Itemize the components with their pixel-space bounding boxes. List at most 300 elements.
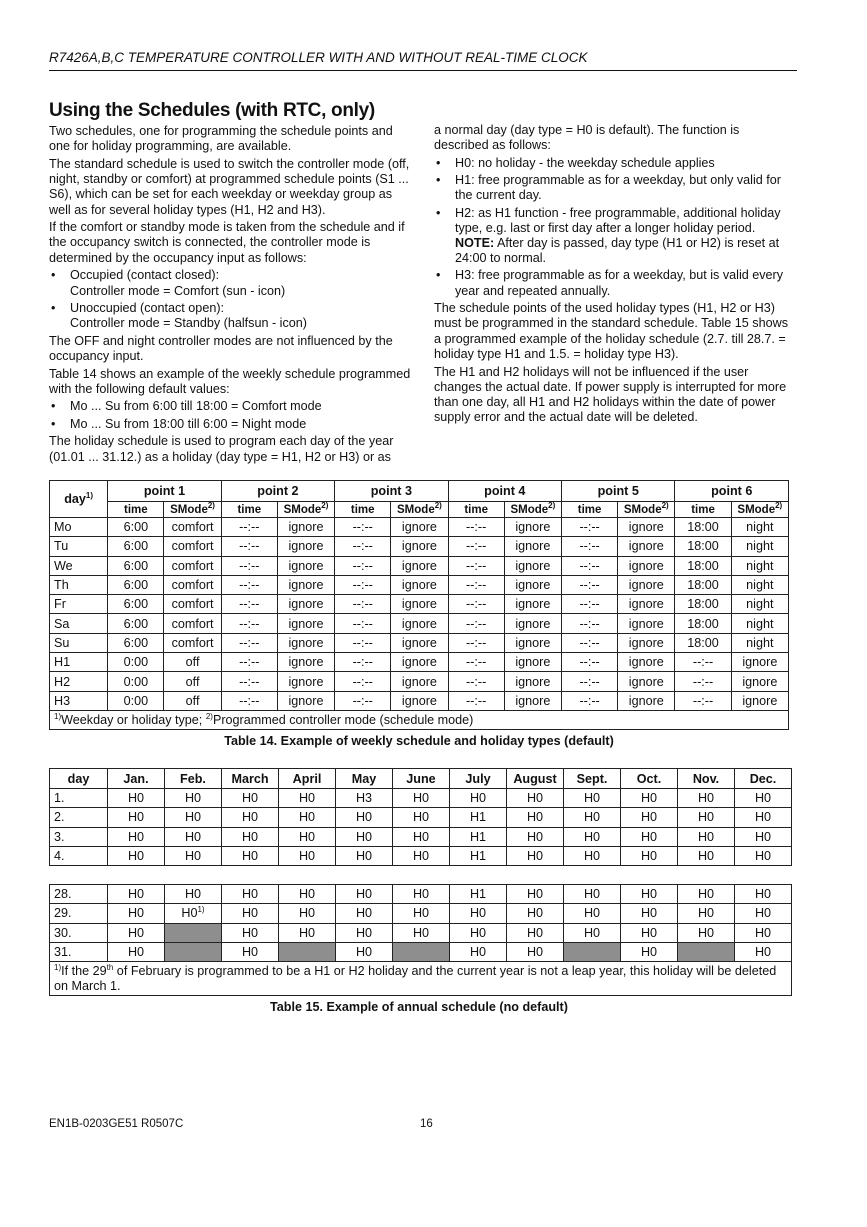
table-cell: --:-- [448, 614, 504, 633]
table-cell: ignore [391, 614, 448, 633]
table-cell: ignore [391, 518, 448, 537]
list-item: • H0: no holiday - the weekday schedule applies [434, 156, 796, 171]
table-cell: H0 [735, 789, 792, 808]
month-header: Feb. [165, 769, 222, 789]
table-cell: --:-- [675, 691, 731, 710]
table-cell: --:-- [561, 691, 617, 710]
table-cell: H0 [564, 904, 621, 923]
list-item: • Mo ... Su from 6:00 till 18:00 = Comfort mode [49, 399, 411, 414]
table-cell: ignore [504, 518, 561, 537]
table-cell: --:-- [561, 672, 617, 691]
header-rule [49, 70, 797, 71]
paragraph: If the comfort or standby mode is taken from the schedule and if the occupancy switch is connected, the controller mode is determined by the occupancy input as follows: [49, 220, 405, 265]
table-cell: --:-- [221, 672, 277, 691]
table-cell: --:-- [561, 537, 617, 556]
table-cell: night [731, 614, 788, 633]
table-cell: H0 [678, 846, 735, 865]
nonexistent-day-cell [564, 942, 621, 961]
table-cell: Tu [50, 537, 108, 556]
table-cell: 18:00 [675, 537, 731, 556]
table-cell: ignore [277, 691, 334, 710]
table-cell: --:-- [221, 537, 277, 556]
table-cell: comfort [164, 633, 221, 652]
table-cell: Mo [50, 518, 108, 537]
table-cell: --:-- [561, 575, 617, 594]
table-row [50, 885, 792, 904]
table-cell: ignore [504, 633, 561, 652]
table-cell: night [731, 537, 788, 556]
table-cell: H0 [393, 789, 450, 808]
table-cell: H0 [678, 808, 735, 827]
point-header: point 1 [108, 481, 221, 502]
table-cell: 30. [50, 923, 108, 942]
table-cell: H0 [507, 827, 564, 846]
table-cell: H0 [735, 942, 792, 961]
table-cell: ignore [391, 595, 448, 614]
table-cell: --:-- [448, 556, 504, 575]
table-cell: H0 [279, 789, 336, 808]
table-cell: ignore [618, 614, 675, 633]
table-cell: ignore [618, 672, 675, 691]
table-cell: 4. [50, 846, 108, 865]
day-type-list [434, 156, 796, 299]
table-cell: --:-- [221, 633, 277, 652]
table-cell: 0:00 [108, 672, 164, 691]
table-cell: We [50, 556, 108, 575]
table-cell: H0 [165, 789, 222, 808]
table-cell: night [731, 575, 788, 594]
month-header: August [507, 769, 564, 789]
table-cell: 6:00 [108, 556, 164, 575]
table-cell: --:-- [675, 653, 731, 672]
table-cell: H0 [222, 885, 279, 904]
table-cell: H0 [450, 923, 507, 942]
nonexistent-day-cell [393, 942, 450, 961]
table-cell: ignore [731, 653, 788, 672]
smode-header: SMode$^{2)}$ [731, 502, 788, 518]
table-cell: comfort [164, 518, 221, 537]
table-cell: --:-- [221, 556, 277, 575]
month-header: Oct. [621, 769, 678, 789]
table-row [50, 633, 789, 652]
table-cell: comfort [164, 537, 221, 556]
table-cell: H0 [222, 904, 279, 923]
table-cell: ignore [504, 653, 561, 672]
table-cell: H0 [108, 846, 165, 865]
month-header: June [393, 769, 450, 789]
table-row [50, 923, 792, 942]
table-cell: ignore [504, 575, 561, 594]
table-cell: ignore [618, 633, 675, 652]
table-cell: H0 [507, 885, 564, 904]
table-cell: H0 [621, 808, 678, 827]
table-cell: 0:00 [108, 653, 164, 672]
day-header: day$^{1)}$ [50, 481, 108, 518]
table-cell: off [164, 672, 221, 691]
table-cell: H0 [507, 904, 564, 923]
right-column [434, 123, 796, 428]
table-cell: H0 [222, 942, 279, 961]
table-cell: H0 [279, 885, 336, 904]
table-cell: --:-- [561, 556, 617, 575]
time-header: time [221, 502, 277, 518]
table-cell: off [164, 653, 221, 672]
table-cell: --:-- [448, 653, 504, 672]
time-header: time [448, 502, 504, 518]
table-cell: ignore [277, 672, 334, 691]
table-cell: H0 [108, 904, 165, 923]
table-cell: --:-- [448, 518, 504, 537]
table-cell: --:-- [335, 595, 391, 614]
note-label: NOTE: [455, 235, 495, 250]
table-cell: H0 [165, 827, 222, 846]
table-cell: ignore [277, 614, 334, 633]
table-cell: H0 [564, 923, 621, 942]
table-cell: --:-- [448, 691, 504, 710]
table-cell: comfort [164, 614, 221, 633]
table-cell: H0 [678, 923, 735, 942]
table-cell: H0 [336, 904, 393, 923]
table-footnote: $^{1)}$If the 29th of February is programmed to be a H1 or H2 holiday and the current year is not a leap year, this holiday will be deleted on March 1. [50, 962, 792, 996]
paragraph: The schedule points of the used holiday types (H1, H2 or H3) must be programmed in the standard schedule. Table 15 shows a programmed example of the holiday schedule (2.7. till 28.7. = holiday type H1 and 1.5. = holiday type H3). [434, 301, 788, 361]
table-cell: ignore [277, 653, 334, 672]
table-cell: H0 [336, 885, 393, 904]
month-header: Nov. [678, 769, 735, 789]
table-cell: ignore [618, 595, 675, 614]
nonexistent-day-cell [165, 942, 222, 961]
table-cell: ignore [504, 595, 561, 614]
table-cell: ignore [504, 691, 561, 710]
table-cell: 6:00 [108, 518, 164, 537]
table-cell: H0 [393, 827, 450, 846]
table-cell: H0 [735, 846, 792, 865]
table-cell: ignore [618, 653, 675, 672]
table-cell: ignore [277, 575, 334, 594]
table-cell: --:-- [335, 518, 391, 537]
table-row [50, 556, 789, 575]
table-cell: ignore [504, 614, 561, 633]
table-cell: --:-- [335, 653, 391, 672]
table-cell: 18:00 [675, 575, 731, 594]
table-cell: 3. [50, 827, 108, 846]
point-header: point 4 [448, 481, 561, 502]
table-cell: 18:00 [675, 614, 731, 633]
table-cell: ignore [731, 672, 788, 691]
table-row [50, 808, 792, 827]
table-cell: ignore [391, 672, 448, 691]
table-cell: --:-- [221, 653, 277, 672]
time-header: time [108, 502, 164, 518]
table-cell: 28. [50, 885, 108, 904]
table-cell: H0 [393, 808, 450, 827]
table-cell: H0 [621, 827, 678, 846]
list-item: • H2: as H1 function - free programmable, additional holiday type, e.g. last or first day after a longer holiday period. NOTE: After day is passed, day type (H1 or H2) is reset at 24:00 to normal. [434, 206, 796, 267]
table-cell: --:-- [448, 595, 504, 614]
table-cell: H0 [336, 808, 393, 827]
smode-header: SMode$^{2)}$ [618, 502, 675, 518]
left-column [49, 124, 411, 467]
table-cell: ignore [277, 633, 334, 652]
month-header: Sept. [564, 769, 621, 789]
table-cell: --:-- [335, 556, 391, 575]
table-cell: H0 [222, 808, 279, 827]
table-cell: ignore [277, 518, 334, 537]
table-cell: --:-- [561, 653, 617, 672]
table-cell: ignore [277, 556, 334, 575]
table-cell: H0 [450, 904, 507, 923]
table-cell: H0 [507, 789, 564, 808]
table-cell: H1 [450, 846, 507, 865]
table-cell: H0 [678, 789, 735, 808]
table-cell: H0 [279, 904, 336, 923]
table-cell: H0 [165, 846, 222, 865]
table-cell: --:-- [335, 614, 391, 633]
table-cell: H0 [735, 885, 792, 904]
annual-schedule-table-top [49, 768, 792, 866]
table-cell: H1 [50, 653, 108, 672]
table-cell: H0 [108, 923, 165, 942]
table-cell: H0 [678, 827, 735, 846]
list-item: • H3: free programmable as for a weekday, but is valid every year and repeated annually. [434, 268, 796, 298]
smode-header: SMode$^{2)}$ [391, 502, 448, 518]
table-cell: H0 [279, 846, 336, 865]
table-cell: --:-- [561, 595, 617, 614]
paragraph: Two schedules, one for programming the schedule points and one for holiday programming, are available. [49, 124, 393, 154]
table-cell: ignore [391, 575, 448, 594]
table-cell: Su [50, 633, 108, 652]
table-cell: --:-- [335, 691, 391, 710]
table-cell: 6:00 [108, 614, 164, 633]
table-cell: H0 [621, 885, 678, 904]
table-cell: ignore [391, 653, 448, 672]
table-cell: 0:00 [108, 691, 164, 710]
table-cell: H0 [108, 885, 165, 904]
nonexistent-day-cell [165, 923, 222, 942]
table-cell: ignore [618, 575, 675, 594]
list-item: • Mo ... Su from 18:00 till 6:00 = Night mode [49, 417, 411, 432]
table-cell: 18:00 [675, 633, 731, 652]
table-cell: H0 [336, 827, 393, 846]
table-cell: H0 [222, 923, 279, 942]
list-item: • H1: free programmable as for a weekday, but only valid for the current day. [434, 173, 796, 203]
table-cell: H1 [450, 885, 507, 904]
default-values-list [49, 399, 411, 431]
point-header: point 5 [561, 481, 674, 502]
table-cell: --:-- [448, 672, 504, 691]
table-cell: H0 [393, 904, 450, 923]
table-cell: --:-- [221, 691, 277, 710]
table-cell: ignore [277, 537, 334, 556]
table-cell: H0 [108, 827, 165, 846]
table-cell: --:-- [335, 633, 391, 652]
table-row [50, 653, 789, 672]
table-cell: 6:00 [108, 633, 164, 652]
table-cell: H0 [279, 923, 336, 942]
table-cell: H0 [678, 885, 735, 904]
table-row [50, 537, 789, 556]
table-cell: H0 [450, 789, 507, 808]
page-header: R7426A,B,C TEMPERATURE CONTROLLER WITH AND WITHOUT REAL-TIME CLOCK [49, 50, 588, 65]
table-cell: H0 [564, 789, 621, 808]
table-cell: H0 [393, 885, 450, 904]
month-header: April [279, 769, 336, 789]
table-cell: ignore [504, 537, 561, 556]
paragraph: The standard schedule is used to switch the controller mode (off, night, standby or comfort) at programmed schedule points (S1 ... S6), which can be set for each weekday or weekday group as well as for several holiday types (H1, H2 and H3). [49, 156, 410, 217]
time-header: time [335, 502, 391, 518]
table-cell: 6:00 [108, 537, 164, 556]
table-cell: H0 [336, 846, 393, 865]
document-code: EN1B-0203GE51 R0507C [49, 1118, 184, 1130]
table-cell: H0 [735, 808, 792, 827]
table-cell: H3 [336, 789, 393, 808]
table-cell: 6:00 [108, 575, 164, 594]
table-cell: H0 [279, 808, 336, 827]
point-header: point 6 [675, 481, 789, 502]
table-cell: ignore [391, 537, 448, 556]
table-cell: H0 [564, 885, 621, 904]
point-header: point 2 [221, 481, 334, 502]
table-cell: 6:00 [108, 595, 164, 614]
table-cell: H0 [678, 904, 735, 923]
table-cell: H0 [621, 789, 678, 808]
table-cell: H0 [108, 942, 165, 961]
table-cell: H0 [279, 827, 336, 846]
table-cell: H0 [507, 808, 564, 827]
table-footnote: $^{1)}$Weekday or holiday type; $^{2)}$Programmed controller mode (schedule mode) [50, 710, 789, 729]
table-row [50, 614, 789, 633]
table-cell: --:-- [335, 672, 391, 691]
table-cell: night [731, 595, 788, 614]
table-cell: ignore [391, 691, 448, 710]
table-row [50, 672, 789, 691]
table-cell: 29. [50, 904, 108, 923]
table-row [50, 827, 792, 846]
table-cell: H0 [621, 904, 678, 923]
table-cell: ignore [618, 537, 675, 556]
table-row [50, 691, 789, 710]
month-header: May [336, 769, 393, 789]
table-cell: --:-- [335, 575, 391, 594]
paragraph: The holiday schedule is used to program each day of the year (01.01 ... 31.12.) as a holiday (day type = H1, H2 or H3) or as [49, 434, 394, 464]
table-cell: --:-- [448, 575, 504, 594]
table-cell: 31. [50, 942, 108, 961]
table-cell: 18:00 [675, 518, 731, 537]
smode-header: SMode$^{2)}$ [277, 502, 334, 518]
table-row [50, 904, 792, 923]
table-cell: --:-- [221, 614, 277, 633]
table-cell: H0 [222, 827, 279, 846]
table-cell: --:-- [221, 518, 277, 537]
table-cell: H0 [336, 942, 393, 961]
table-cell: H1 [450, 827, 507, 846]
table-cell: off [164, 691, 221, 710]
table-cell: H0 [621, 923, 678, 942]
month-header: March [222, 769, 279, 789]
paragraph: a normal day (day type = H0 is default). The function is described as follows: [434, 123, 740, 153]
time-header: time [675, 502, 731, 518]
month-header: day [50, 769, 108, 789]
nonexistent-day-cell [279, 942, 336, 961]
table-cell: ignore [504, 556, 561, 575]
table-cell: H0 [336, 923, 393, 942]
table-cell: 1. [50, 789, 108, 808]
table-cell: H0$^{1)}$ [165, 904, 222, 923]
paragraph: Table 14 shows an example of the weekly schedule programmed with the following default values: [49, 366, 411, 396]
table-cell: H3 [50, 691, 108, 710]
table-cell: ignore [504, 672, 561, 691]
weekly-schedule-table [49, 480, 789, 730]
table-cell: H0 [507, 846, 564, 865]
time-header: time [561, 502, 617, 518]
table-cell: H0 [393, 923, 450, 942]
table-cell: comfort [164, 595, 221, 614]
nonexistent-day-cell [678, 942, 735, 961]
table-cell: ignore [277, 595, 334, 614]
table-cell: night [731, 633, 788, 652]
table-cell: night [731, 556, 788, 575]
table-cell: night [731, 518, 788, 537]
list-item: • Occupied (contact closed): Controller mode = Comfort (sun - icon) [49, 268, 411, 298]
table-cell: H0 [507, 923, 564, 942]
table-15-caption: Table 15. Example of annual schedule (no default) [270, 1000, 568, 1014]
table-cell: H0 [735, 827, 792, 846]
table-row [50, 942, 792, 961]
table-row [50, 789, 792, 808]
table-cell: H0 [165, 808, 222, 827]
table-cell: --:-- [221, 595, 277, 614]
table-cell: H0 [564, 827, 621, 846]
table-cell: H0 [621, 942, 678, 961]
table-cell: Sa [50, 614, 108, 633]
table-row [50, 575, 789, 594]
occupancy-list [49, 268, 411, 331]
table-cell: H2 [50, 672, 108, 691]
table-cell: ignore [618, 691, 675, 710]
table-row [50, 595, 789, 614]
table-cell: H0 [450, 942, 507, 961]
table-cell: H0 [735, 923, 792, 942]
paragraph: The H1 and H2 holidays will not be influenced if the user changes the actual date. If power supply is interrupted for more than one day, all H1 and H2 holidays within the date of power supply error and the actual date will be deleted. [434, 364, 787, 425]
table-cell: --:-- [675, 672, 731, 691]
table-cell: H0 [393, 846, 450, 865]
month-header: July [450, 769, 507, 789]
table-14-caption: Table 14. Example of weekly schedule and holiday types (default) [224, 734, 614, 748]
table-cell: 18:00 [675, 556, 731, 575]
table-cell: H0 [564, 808, 621, 827]
table-cell: --:-- [561, 614, 617, 633]
table-cell: 18:00 [675, 595, 731, 614]
section-title: Using the Schedules (with RTC, only) [49, 100, 375, 121]
table-row [50, 518, 789, 537]
table-cell: H0 [165, 885, 222, 904]
table-cell: ignore [618, 518, 675, 537]
table-cell: --:-- [221, 575, 277, 594]
table-cell: H0 [507, 942, 564, 961]
annual-schedule-table-bottom [49, 884, 792, 996]
table-cell: --:-- [561, 633, 617, 652]
table-cell: H0 [621, 846, 678, 865]
table-cell: H0 [564, 846, 621, 865]
table-cell: --:-- [448, 633, 504, 652]
table-cell: --:-- [561, 518, 617, 537]
table-cell: Fr [50, 595, 108, 614]
page-number: 16 [420, 1118, 433, 1130]
table-cell: H0 [108, 808, 165, 827]
month-header: Dec. [735, 769, 792, 789]
table-row [50, 846, 792, 865]
table-cell: Th [50, 575, 108, 594]
table-cell: H1 [450, 808, 507, 827]
